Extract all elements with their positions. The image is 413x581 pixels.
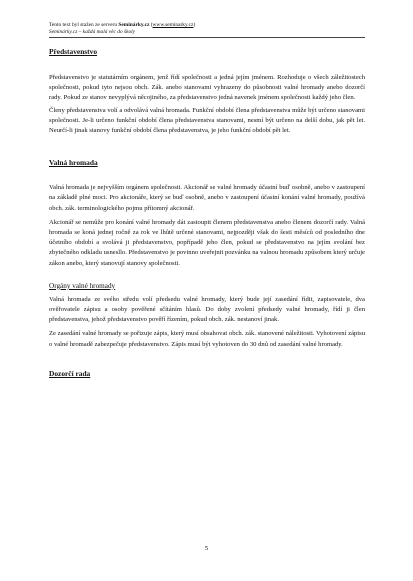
document-page <box>49 22 365 378</box>
heading-predstavenstvo: Představenstvo <box>49 47 98 56</box>
page-number: 5 <box>204 545 209 552</box>
paragraph-valna-hromada-2: Akcionář se nemůže pro konání valné hromady dát zastoupit členem představenstva anebo členem dozorčí rady. Valná hromada se koná jednej ročně za rok ve lhůtě určené stanovami, nejpozději však do šesti měsíců od posledního dne účetního období a svolává ji představenstvo, popřípadě jeho člen, pokud se představenstvo na jejím svolání bez zbytečného odkladu usnesllo. Představenstvo je povinno uveřejnit pozvánku na valnou hromadu způsobem který určuje zákon anebo, který stanovují stanovy společnosti. <box>49 218 365 267</box>
header-site-name: Seminárky.cz <box>118 22 150 28</box>
heading-dozorci-rada: Dozorčí rada <box>49 368 91 378</box>
header-line-source: Tento text byl stažen ze serveru Seminárky.cz (www.seminarky.cz) <box>49 22 196 28</box>
paragraph-valna-hromada-1: Valná hromada je nejvyšším orgánem společnosti. Akcionář se valné hromady účastní buď osobně, anebo v zastoupení na základě plné moci. Pro akcionáře, který se buď osobně, anebo v zastoupení účastní konání valné hromady, používá obch. zák. terminologického pojmu přítomný akcionář. <box>49 184 365 212</box>
paragraph-organy-1: Valná hromada ze svého středu volí předsedu valné hromady, který bude její zasedání řídit, zapisovatele, dva ověřovatele zápisu a osoby pověřené sčítáním hlasů. Do doby zvolení předsedy valné hromady, řídí ji člen představenstva, jehož představenstvo pověří řízením, pokud obch. zák. nestanoví jinak. <box>49 295 365 324</box>
page-header <box>49 22 365 38</box>
paragraph-predstavenstvo-2: Členy představenstva volí a odvolává valná hromada. Funkční období člena představenstva může být určeno stanovami společnosti. Je-li určeno funkční období člena představenstva stanovami, nesmí být určeno na delší dobu, jak pět let. Neurčí-li jinak stanovy funkční období člena představenstva, je jeho funkční období pět let. <box>49 106 365 135</box>
paragraph-organy-2: Ze zasedání valné hromady se pořizuje zápis, který musí obsahovat obch. zák. stanovené náležitosti. Vyhotovení zápisu o valné hromadě zabezpečuje představenstvo. Zápis musí být vyhotoven do 30 dnů od zasedání valné hromady. <box>49 330 365 348</box>
paragraph-predstavenstvo-1: Představenstvo je statutárním orgánem, jenž řídí společnosti a jedná jejím jménem. Rozhoduje o všech záležitostech společnosti, pokud tyto nejsou obch. Zák. anebo stanovami vyhrazeny do působnosti valné hromady anebo dozorčí rady. Pokud ze stanov nevyplývá něcojiného, za představenstvo jedná navenek jménem společnosti každý jeho člen. <box>49 74 365 102</box>
header-line-slogan: Seminárky.cz – každá malá věc do školy <box>49 29 136 35</box>
heading-valna-hromada: Valná hromada <box>49 158 98 168</box>
heading-organy-valne-hromady: Orgány valné hromady <box>49 281 116 290</box>
header-site-link[interactable]: www.seminarky.cz <box>152 22 194 28</box>
